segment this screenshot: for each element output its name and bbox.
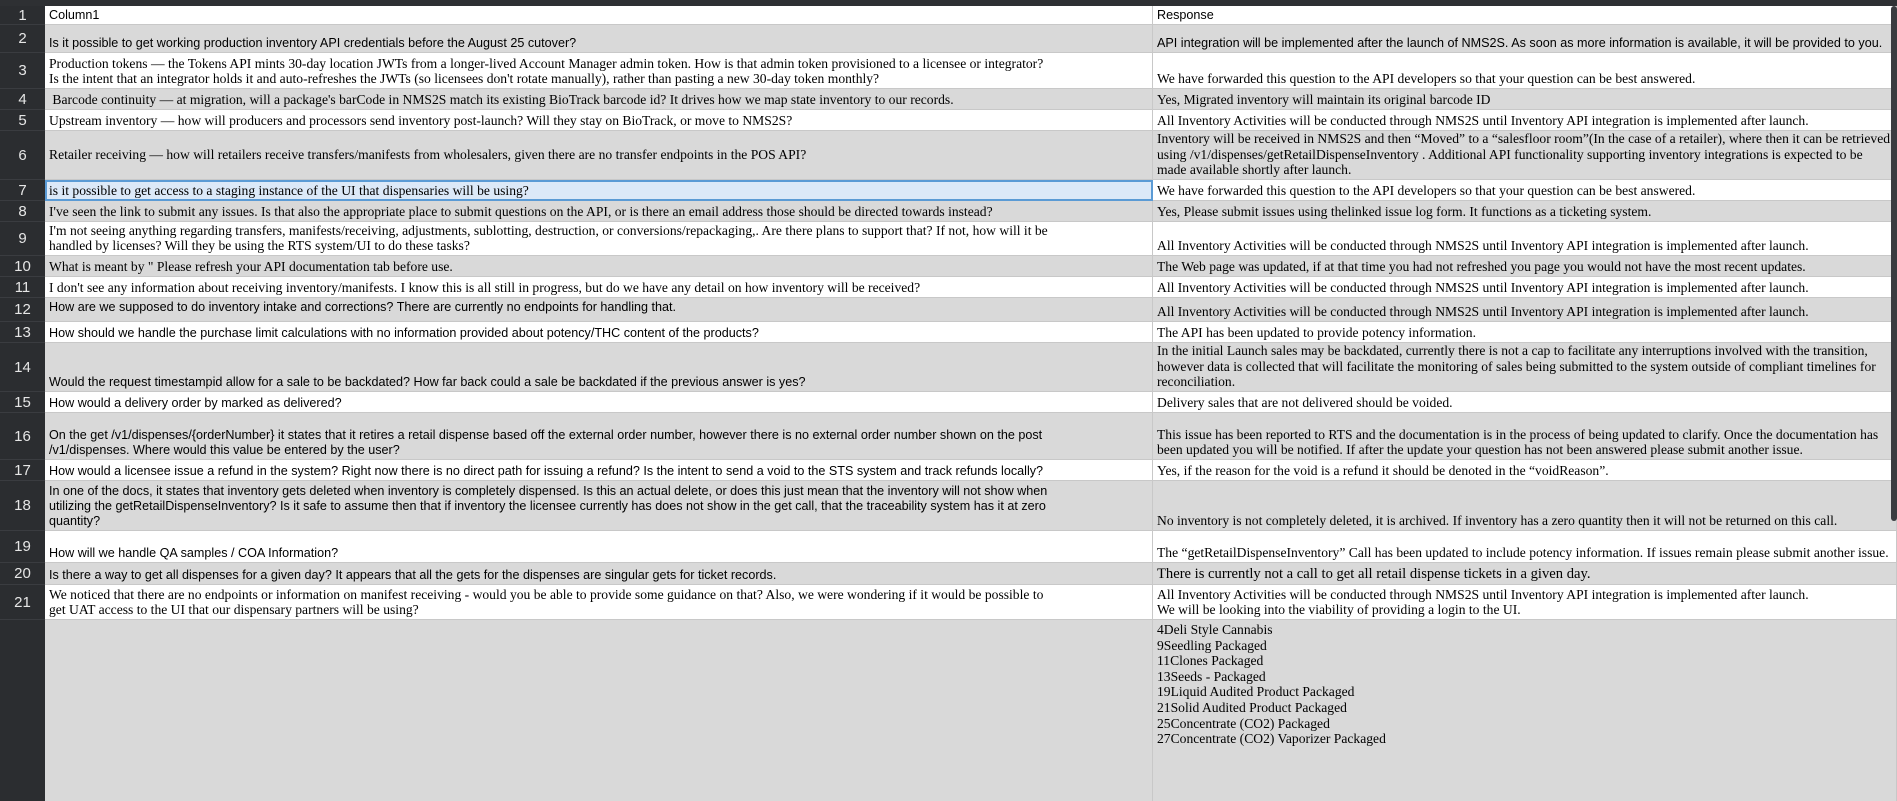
question-text: Is there a way to get all dispenses for a given day? It appears that all the gets for the dispenses are singular gets for ticket records. bbox=[49, 568, 777, 582]
question-text: I'm not seeing anything regarding transfers, manifests/receiving, adjustments, sublotting, destruction, or conversions/repackaging,. Are there plans to support that? If not, how will it be handled by licenses? Will they be using the RTS system/UI to do these tasks? bbox=[49, 222, 1048, 254]
question-text: I've seen the link to submit any issues. Is that also the appropriate place to submit questions on the API, or is there an email address those should be directed towards instead? bbox=[49, 204, 993, 220]
row-number[interactable]: 3 bbox=[0, 53, 45, 89]
row-number[interactable]: 17 bbox=[0, 460, 45, 481]
response-cell[interactable] bbox=[1153, 180, 1897, 201]
response-text: 4Deli Style Cannabis 9Seedling Packaged 11Clones Packaged 13Seeds - Packaged 19Liquid Audited Product Packaged 21Solid Audited Product Packaged 25Concentrate (CO2) Packaged 27Concentrate (CO2) Vaporizer Packaged bbox=[1157, 622, 1386, 747]
question-text: Retailer receiving — how will retailers receive transfers/manifests from wholesalers, given there are no transfer endpoints in the POS API? bbox=[49, 146, 807, 162]
response-header-cell[interactable] bbox=[1153, 6, 1897, 25]
question-cell[interactable] bbox=[45, 392, 1153, 413]
question-text: Is it possible to get working production inventory API credentials before the August 25 cutover? bbox=[49, 36, 577, 50]
response-cell[interactable] bbox=[1153, 277, 1897, 298]
question-text: In one of the docs, it states that inventory gets deleted when inventory is completely dispensed. Is this an actual delete, or does this just mean that the inventory will not show when utilizing the getRetailDispenseInventory? Is it safe to assume then that if inventory the licensee currently has does not show in the get call, that the traceability system has it at zero quantity? bbox=[49, 484, 1048, 528]
table-row-selected bbox=[0, 180, 1897, 201]
question-text: Production tokens — the Tokens API mints 30-day location JWTs from a longer-lived Account Manager admin token. How is that admin token provisioned to a licensee or integrator? Is the intent that an integrator holds it and auto-refreshes the JWTs (so licensees don't rotate manually), rather than pasting a new 30-day token monthly? bbox=[49, 55, 1044, 87]
response-text: Yes, if the reason for the void is a refund it should be denoted in the “voidReason”. bbox=[1157, 463, 1609, 479]
response-text: This issue has been reported to RTS and the documentation is in the process of being updated to clarify. Once the documentation has been updated you will be notified. If after the update your question has not been answered please submit another issue. bbox=[1157, 426, 1882, 458]
response-cell[interactable] bbox=[1153, 25, 1897, 53]
table-row bbox=[0, 481, 1897, 531]
question-text: Barcode continuity — at migration, will a package's barCode in NMS2S match its existing BioTrack barcode id? It drives how we map state inventory to our records. bbox=[49, 92, 954, 108]
row-number[interactable]: 1 bbox=[0, 6, 45, 25]
table-row bbox=[0, 201, 1897, 222]
question-cell[interactable] bbox=[45, 322, 1153, 343]
response-cell[interactable] bbox=[1153, 322, 1897, 343]
table-row bbox=[0, 277, 1897, 298]
response-text: We have forwarded this question to the API developers so that your question can be best answered. bbox=[1157, 71, 1696, 87]
table-row bbox=[0, 563, 1897, 585]
question-text: Upstream inventory — how will producers and processors send inventory post-launch? Will they stay on BioTrack, or move to NMS2S? bbox=[49, 113, 793, 129]
row-number[interactable]: 20 bbox=[0, 563, 45, 585]
row-number[interactable]: 9 bbox=[0, 222, 45, 256]
response-text: The Web page was updated, if at that time you had not refreshed you page you would not have the most recent updates. bbox=[1157, 259, 1806, 275]
question-text: How would a delivery order by marked as delivered? bbox=[49, 396, 342, 410]
table-row bbox=[0, 343, 1897, 392]
question-cell[interactable] bbox=[45, 277, 1153, 298]
question-text: How would a licensee issue a refund in the system? Right now there is no direct path for issuing a refund? Is the intent to send a void to the STS system and track refunds locally? bbox=[49, 464, 1044, 478]
response-cell[interactable] bbox=[1153, 256, 1897, 277]
row-number[interactable]: 12 bbox=[0, 298, 45, 322]
question-text: How should we handle the purchase limit calculations with no information provided about potency/THC content of the products? bbox=[49, 326, 759, 340]
row-number[interactable]: 7 bbox=[0, 180, 45, 201]
question-cell[interactable] bbox=[45, 131, 1153, 180]
table-row bbox=[0, 392, 1897, 413]
question-cell[interactable] bbox=[45, 222, 1153, 256]
response-text: We have forwarded this question to the API developers so that your question can be best answered. bbox=[1157, 183, 1696, 199]
response-cell[interactable] bbox=[1153, 222, 1897, 256]
response-text: No inventory is not completely deleted, it is archived. If inventory has a zero quantity then it will not be returned on this call. bbox=[1157, 513, 1838, 529]
response-cell[interactable] bbox=[1153, 53, 1897, 89]
row-number[interactable]: 4 bbox=[0, 89, 45, 110]
row-number[interactable]: 2 bbox=[0, 25, 45, 53]
question-cell[interactable] bbox=[45, 531, 1153, 563]
table-row bbox=[0, 256, 1897, 277]
question-cell[interactable] bbox=[45, 413, 1153, 460]
question-cell[interactable] bbox=[45, 298, 1153, 322]
response-text: All Inventory Activities will be conducted through NMS2S until Inventory API integration is implemented after launch. We will be looking into the viability of providing a login to the UI. bbox=[1157, 586, 1809, 618]
table-row bbox=[0, 53, 1897, 89]
response-text: Inventory will be received in NMS2S and then “Moved” to a “salesfloor room”(In the case of a retailer), where then it can be retrieved using /v1/dispenses/getRetailDispenseInventory . Additional API functionality supporting inventory integrations is expected to be made available shortly after launch. bbox=[1157, 131, 1891, 178]
response-cell[interactable] bbox=[1153, 531, 1897, 563]
response-cell[interactable] bbox=[1153, 563, 1897, 585]
response-text: The API has been updated to provide potency information. bbox=[1157, 325, 1476, 341]
row-number[interactable]: 18 bbox=[0, 481, 45, 531]
row-number[interactable]: 6 bbox=[0, 131, 45, 180]
question-cell[interactable] bbox=[45, 110, 1153, 131]
response-cell[interactable] bbox=[1153, 89, 1897, 110]
table-row bbox=[0, 620, 1897, 801]
table-row bbox=[0, 585, 1897, 620]
table-row bbox=[0, 25, 1897, 53]
response-cell[interactable] bbox=[1153, 620, 1897, 801]
response-text: All Inventory Activities will be conducted through NMS2S until Inventory API integration is implemented after launch. bbox=[1157, 113, 1809, 129]
response-text: There is currently not a call to get all retail dispense tickets in a given day. bbox=[1157, 566, 1591, 583]
response-text: API integration will be implemented after the launch of NMS2S. As soon as more information is available, it will be provided to you. bbox=[1157, 36, 1883, 50]
vertical-scrollbar[interactable] bbox=[1891, 6, 1897, 521]
response-cell[interactable] bbox=[1153, 460, 1897, 481]
response-text: Yes, Please submit issues using thelinked issue log form. It functions as a ticketing system. bbox=[1157, 204, 1652, 220]
row-number[interactable]: 5 bbox=[0, 110, 45, 131]
question-text: is it possible to get access to a staging instance of the UI that dispensaries will be using? bbox=[49, 183, 529, 199]
response-text: Delivery sales that are not delivered should be voided. bbox=[1157, 395, 1453, 411]
question-text: I don't see any information about receiving inventory/manifests. I know this is all still in progress, but do we have any detail on how inventory will be received? bbox=[49, 280, 921, 296]
response-cell[interactable] bbox=[1153, 392, 1897, 413]
row-number[interactable]: 14 bbox=[0, 343, 45, 392]
question-cell[interactable] bbox=[45, 25, 1153, 53]
question-cell-selected[interactable] bbox=[45, 180, 1153, 201]
question-cell[interactable] bbox=[45, 256, 1153, 277]
table-row bbox=[0, 531, 1897, 563]
response-text: All Inventory Activities will be conducted through NMS2S until Inventory API integration is implemented after launch. bbox=[1157, 280, 1809, 296]
table-row bbox=[0, 460, 1897, 481]
table-row bbox=[0, 298, 1897, 322]
question-cell[interactable] bbox=[45, 343, 1153, 392]
table-row bbox=[0, 413, 1897, 460]
question-cell[interactable] bbox=[45, 201, 1153, 222]
response-cell[interactable] bbox=[1153, 585, 1897, 620]
response-text: All Inventory Activities will be conducted through NMS2S until Inventory API integration is implemented after launch. bbox=[1157, 238, 1809, 254]
question-text: What is meant by " Please refresh your API documentation tab before use. bbox=[49, 259, 453, 275]
response-text: All Inventory Activities will be conducted through NMS2S until Inventory API integration is implemented after launch. bbox=[1157, 304, 1809, 320]
response-cell[interactable] bbox=[1153, 201, 1897, 222]
row-number[interactable]: 8 bbox=[0, 201, 45, 222]
row-number[interactable]: 10 bbox=[0, 256, 45, 277]
row-number[interactable]: 11 bbox=[0, 277, 45, 298]
row-number[interactable]: 15 bbox=[0, 392, 45, 413]
header-row bbox=[0, 6, 1897, 25]
row-number[interactable]: 21 bbox=[0, 585, 45, 620]
question-text: How will we handle QA samples / COA Information? bbox=[49, 546, 339, 560]
question-cell[interactable] bbox=[45, 620, 1153, 801]
question-text: Would the request timestampid allow for a sale to be backdated? How far back could a sale be backdated if the previous answer is yes? bbox=[49, 375, 806, 389]
table-row bbox=[0, 131, 1897, 180]
response-cell[interactable] bbox=[1153, 413, 1897, 460]
column1-header: Column1 bbox=[49, 8, 100, 22]
spreadsheet-grid bbox=[0, 6, 1897, 801]
table-row bbox=[0, 89, 1897, 110]
response-text: Yes, Migrated inventory will maintain its original barcode ID bbox=[1157, 92, 1491, 108]
response-cell[interactable] bbox=[1153, 481, 1897, 531]
question-text: On the get /v1/dispenses/{orderNumber} it states that it retires a retail dispense based off the external order number, however there is no external order number shown on the post /v1/dispenses. Where would this value be entered by the user? bbox=[49, 428, 1043, 457]
response-text: In the initial Launch sales may be backdated, currently there is not a cap to facilitate any interruptions involved with the transition, however data is collected that will facilitate the monitoring of sales being submitted to the system outside of compliant timelines for reconciliation. bbox=[1157, 343, 1880, 390]
response-cell[interactable] bbox=[1153, 343, 1897, 392]
table-row bbox=[0, 222, 1897, 256]
response-cell[interactable] bbox=[1153, 110, 1897, 131]
question-cell[interactable] bbox=[45, 563, 1153, 585]
response-header: Response bbox=[1157, 8, 1214, 22]
question-cell[interactable] bbox=[45, 585, 1153, 620]
row-number[interactable]: 13 bbox=[0, 322, 45, 343]
row-number[interactable]: 16 bbox=[0, 413, 45, 460]
row-number[interactable]: 19 bbox=[0, 531, 45, 563]
question-cell[interactable] bbox=[45, 53, 1153, 89]
table-row bbox=[0, 322, 1897, 343]
table-row bbox=[0, 110, 1897, 131]
column1-header-cell[interactable] bbox=[45, 6, 1153, 25]
question-cell[interactable] bbox=[45, 89, 1153, 110]
row-number[interactable] bbox=[0, 620, 45, 801]
question-cell[interactable] bbox=[45, 460, 1153, 481]
question-cell[interactable] bbox=[45, 481, 1153, 531]
question-text: How are we supposed to do inventory intake and corrections? There are currently no endpoints for handling that. bbox=[49, 300, 677, 314]
response-cell[interactable] bbox=[1153, 298, 1897, 322]
question-text: We noticed that there are no endpoints or information on manifest receiving - would you be able to provide some guidance on that? Also, we were wondering if it would be possible to get UAT access to the UI that our dispensary partners will be using? bbox=[49, 586, 1044, 618]
response-text: The “getRetailDispenseInventory” Call has been updated to include potency information. If issues remain please submit another issue. bbox=[1157, 545, 1889, 561]
response-cell[interactable] bbox=[1153, 131, 1897, 180]
